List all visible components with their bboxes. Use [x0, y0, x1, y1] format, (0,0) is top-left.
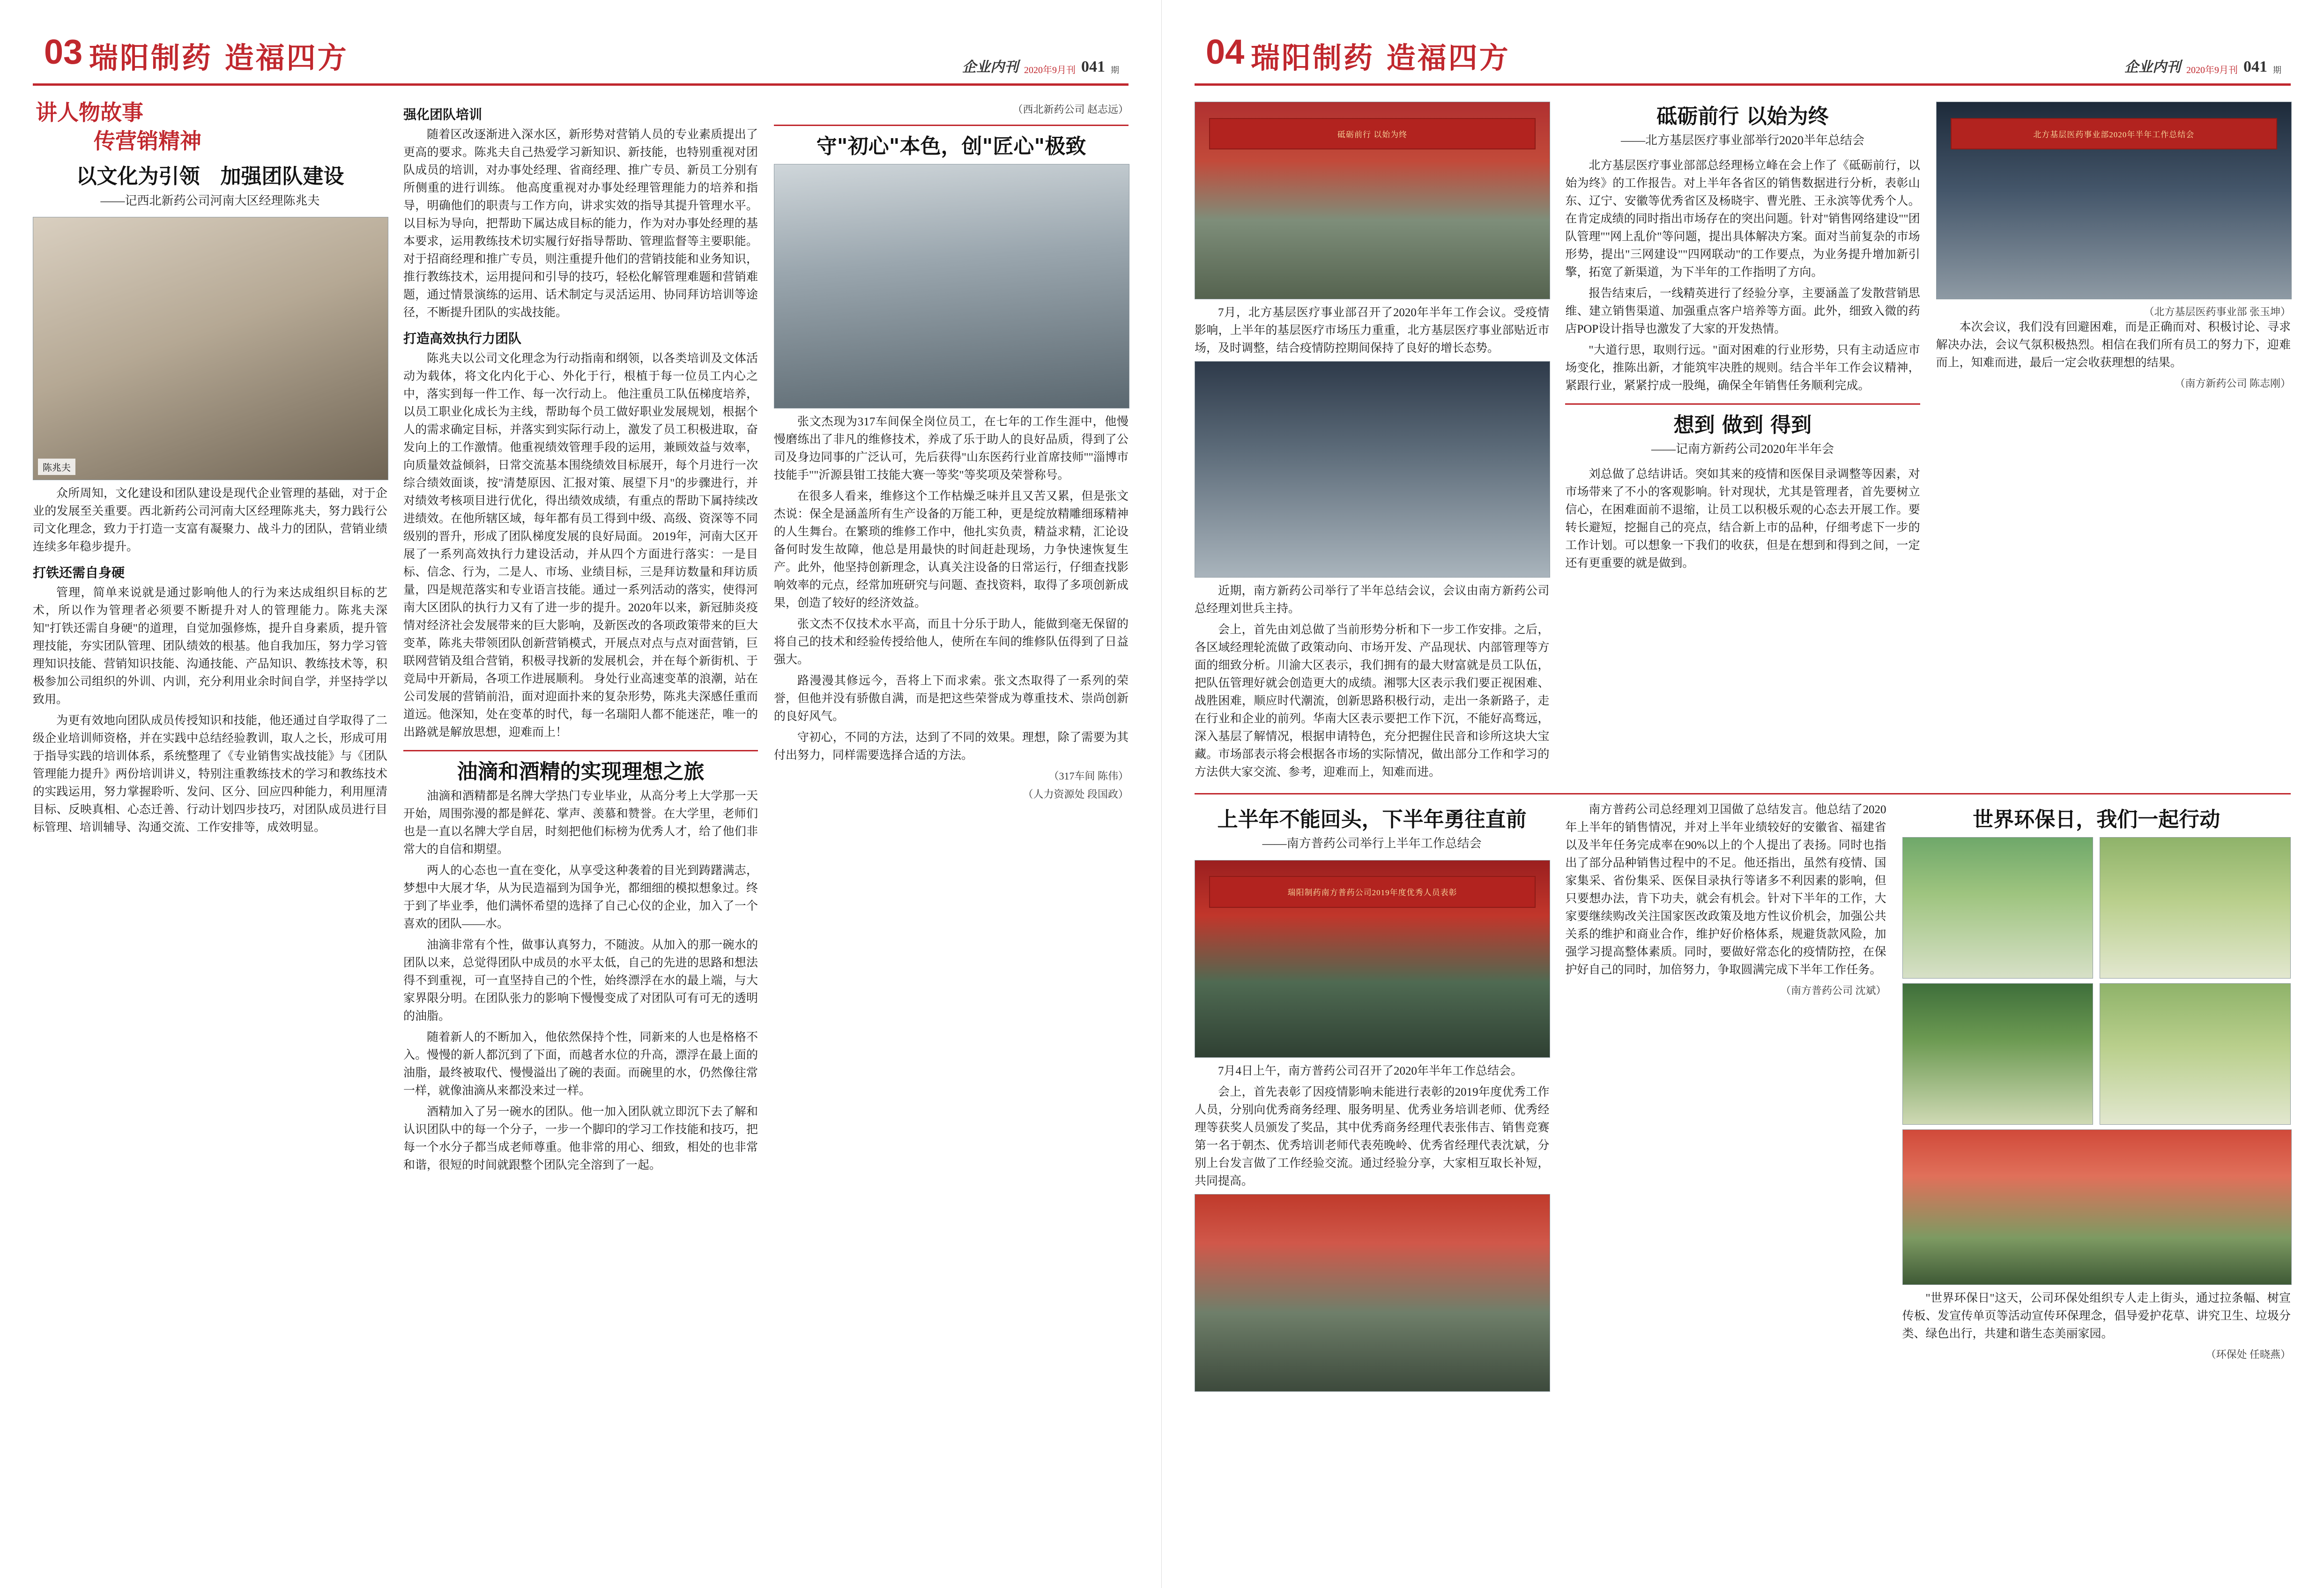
photo-banner-text: 砥砺前行 以始为终: [1209, 118, 1536, 149]
photo-banner-text: 北方基层医药事业部2020年半年工作总结会: [1951, 118, 2277, 149]
issue-suffix: 期: [2273, 66, 2281, 75]
meeting-room-photo: [1195, 361, 1550, 578]
calligraphy-heading: [33, 100, 387, 154]
section-divider: [774, 125, 1129, 126]
article-3-paragraph: 会上，首先表彰了因疫情影响未能进行表彰的2019年度优秀工作人员，分别向优秀商务经理、服务明星、优秀业务培训老师、优秀经理等获奖人员颁发了奖品，其中优秀商务经理代表张伟吉、销售竞赛第一名于朝杰、优秀培训老师代表苑晚岭、优秀省经理代表沈斌，分别上台发言做了工作经验交流。通过经验分享，大家相互取长补短，共同提高。: [1195, 1085, 1550, 1187]
article-4-photo-row-2: [1902, 983, 2291, 1125]
column-3: [774, 98, 1129, 1178]
calligraphy-line-2: 传营销精神: [94, 128, 201, 154]
article-3-paragraph: 守初心，不同的方法，达到了不同的效果。理想，除了需要为其付出努力，同样需要选择合适的方法。: [774, 731, 1129, 762]
article-4-title: 世界环保日，我们一起行动: [1973, 808, 2220, 831]
column-1: [1195, 98, 1549, 785]
environment-photo-3: [1902, 983, 2094, 1125]
article-3-title: 守"初心"本色，创"匠心"极致: [816, 134, 1086, 158]
article-1-section-heading-2: 强化团队培训: [403, 108, 483, 122]
photo-caption: 陈兆夫: [38, 459, 75, 475]
column-2: [403, 98, 758, 1178]
article-2-paragraph: 油滴非常有个性，做事认真努力，不随波。从加入的那一碗水的团队以来，总觉得团队中成员的水平太低，自己的先进的思路和想法得不到重视，可一直坚持自己的个性，始终漂浮在水的最上端，与大家界限分明。在团队张力的影响下慢慢变成了对团队可有可无的透明的油脂。: [403, 939, 758, 1023]
article-1-subtitle: ——记西北新药公司河南大区经理陈兆夫: [100, 193, 320, 208]
article-1-paragraph: "大道行思，取则行远。"面对困难的行业形势，只有主动适应市场变化，推陈出新，才能筑牢决胜的规则。结合半年工作会议精神，紧跟行业，紧紧拧成一股绳，确保全年销售任务顺利完成。: [1565, 343, 1920, 392]
article-2-byline: （南方新药公司 陈志刚）: [2175, 378, 2291, 389]
page-04-top-columns: [1195, 98, 2291, 785]
page-number: 03: [44, 32, 83, 71]
article-2-paragraph: 酒精加入了另一碗水的团队。他一加入团队就立即沉下去了解和认识团队中的每一个分子，一步一个脚印的学习工作技能和技巧，把每一个水分子都当成老师尊重。他非常的用心、细致，相处的也非常和谐，很短的时间就跟整个团队完全溶到了一起。: [403, 1106, 758, 1172]
article-2-title: 油滴和酒精的实现理想之旅: [457, 760, 705, 784]
issue-number: 041: [1081, 58, 1105, 75]
page-03-columns: [33, 98, 1129, 1178]
header-meta: [2124, 55, 2281, 76]
section-divider: [1565, 403, 1920, 405]
article-3-paragraph: 路漫漫其修远今，吾将上下而求索。张文杰取得了一系列的荣誉，但他并没有骄傲自满，而是把这些荣誉成为尊重技术、崇尚创新的良好风气。: [774, 675, 1129, 723]
article-3-photo-wrap: [1195, 860, 1549, 1058]
article-1-paragraph: 报告结束后，一线精英进行了经验分享，主要涵盖了发散营销思维、建立销售渠道、加强重点客户培养等方面。此外，细致入微的药店POP设计指导也激发了大家的开发热情。: [1565, 287, 1920, 335]
article-2-byline: （人力资源处 段国政）: [1023, 788, 1129, 801]
masthead-title: 瑞阳制药 造福四方: [89, 41, 349, 75]
article-1-photo-2-wrap: [1936, 102, 2291, 299]
article-1-title: 以文化为引领 加强团队建设: [76, 164, 344, 189]
article-1-paragraph: 北方基层医疗事业部部总经理杨立峰在会上作了《砥砺前行，以始为终》的工作报告。对上半年各省区的销售数据进行分析，表彰山东、辽宁、安徽等优秀省区及杨晓宇、曹光胜、王永滨等优秀个人。在肯定成绩的同时指出市场存在的突出问题。针对"销售网络建设""团队管理""网上乱价"等问题，提出具体解决方案。面对当前复杂的市场形势，提出"三网建设""四网联动"的工作要点，为业务提升增加新引擎，拓宽了新渠道，为下半年的工作指明了方向。: [1565, 159, 1920, 279]
factory-machine-photo: [774, 164, 1129, 408]
page-04-header: [1195, 28, 2291, 86]
article-3-paragraph: 南方普药公司总经理刘卫国做了总结发言。他总结了2020年上半年的销售情况，并对上半年业绩较好的安徽省、福建省以及半年任务完成率在90%以上的个人提出了表扬。同时也指出了部分品种销售过程中的不足。他还指出，虽然有疫情、国家集采、省份集采、医保目录执行等诸多不利因素的影响，但只要想办法，肯下功夫，就会有机会。针对下半年的工作，大家要继续购改关注国家医改政策及地方性议价机会，加强公共关系的维护和商业合作，维护好价格体系，规避货款风险，加强学习提高整体素质。同时，要做好常态化的疫情防控，在保护好自己的同时，加倍努力，争取圆满完成下半年工作任务。: [1565, 803, 1886, 976]
article-3-byline: （317车间 陈伟）: [1048, 770, 1129, 782]
article-1-section-text: 陈兆夫以公司文化理念为行动指南和纲领，以各类培训及文体活动为载体，将文化内化于心、外化于行，根植于每一位员工内心之中，落实到每一件工作、每一次行动上。 他注重员工队伍梯度培养，以员工职业化成长为主线，帮助每个员工做好职业发展规划，根据个人的需求确定目标，并落实到实际行动上，激发了员工积极进取，奋发向上的工作激情。他重视绩效管理手段的运用，兼顾效益与效率，向质量效益倾斜，日常交流基本围绕绩效目标展开，每个月进行一次综合绩效面谈，按"清楚原因、汇报对策、展望下月"的步骤进行，并对绩效考核项目进行优化，得出绩效成绩，有重点的帮助下属持续改进绩效。在他所辖区域，每年都有员工得到中级、高级、资深等不同级别的晋升，形成了团队梯度发展的良好局面。 2019年，河南大区开展了一系列高效执行力建设活动，并从四个方面进行落实：一是目标、信念、行为，二是人、市场、业绩目标，三是拜访数量和拜访质量，四是规范落实和专业语言技能。通过一系列活动的落实，使得河南大区团队的执行力又有了进一步的提升。2020年以来，新冠肺炎疫情对经济社会发展带来的巨大影响，及新医改的各项政策带来的巨大变革，陈兆夫带领团队创新营销模式，开展点对点与点对面营销，巨联网营销及组合营销，积极寻找新的发展机会，并在每个新街机、于竞局中开新局，各项工作进展顺利。 身处行业高速变革的浪潮，站在公司发展的营销前沿，面对迎面扑来的复杂形势，陈兆夫深感任重而道远。他深知，处在变革的时代，每一名瑞阳人都不能迷茫，唯一的出路就是解放思想，迎难而上！: [403, 352, 758, 739]
article-2-paragraph: 会上，首先由刘总做了当前形势分析和下一步工作安排。之后，各区域经理轮流做了政策动向、市场开发、产品现状、内部管理等方面的细致分析。川渝大区表示，我们拥有的最大财富就是员工队伍，把队伍管理好就会创造更大的成绩。湘鄂大区表示我们要正视困难、战胜困难，顺应时代潮流，创新思路积极行动，走出一条新路子，走在行业和企业的前列。华南大区表示要把工作下沉，不能好高骛远，深入基层了解情况，根据申请特色，充分把握住民音和诊所这块大宝藏。市场部表示将会根据各市场的实际情况，做出部分工作和学习的方法供大家交流、参考，迎难而上，知难而进。: [1195, 623, 1550, 779]
article-2-paragraph: 随着新人的不断加入，他依然保持个性，同新来的人也是格格不入。慢慢的新人都沉到了下面，而越者水位的升高，漂浮在最上面的油脂，最终被取代、慢慢溢出了碗的表面。而碗里的水，仍然像往常一样，就像油滴从来都没来过一样。: [403, 1031, 758, 1098]
article-3-title: 上半年不能回头，下半年勇往直前: [1217, 808, 1527, 831]
environment-banner-photo: [1902, 1129, 2292, 1285]
environment-photo-4: [2100, 983, 2291, 1125]
article-1-title: 砥砺前行 以始为终: [1656, 104, 1829, 128]
column-1: [33, 98, 387, 1178]
article-3-paragraph: 7月4日上午，南方普药公司召开了2020年半年工作总结会。: [1218, 1064, 1523, 1077]
issue-number: 041: [2243, 58, 2267, 75]
article-1-section-heading-3: 打造高效执行力团队: [403, 332, 522, 346]
article-2-subtitle: ——记南方新药公司2020年半年会: [1651, 442, 1834, 456]
article-4-photo-row-3: [1902, 1129, 2291, 1285]
column-b1: [1195, 801, 1549, 1396]
article-2-paragraph: 油滴和酒精都是名牌大学热门专业毕业，从高分考上大学那一天开始，周围弥漫的都是鲜花、掌声、羡慕和赞誉。在大学里，老师们也是一直以名牌大学自居，时刻把他们标榜为优秀人才，给了他们非常大的自信和期望。: [403, 790, 758, 856]
calligraphy-line-1: 讲人物故事: [36, 100, 143, 125]
article-4-byline: （环保处 任晓燕）: [2205, 1349, 2291, 1361]
article-1-byline: （北方基层医药事业部 张玉坤）: [2144, 306, 2291, 318]
masthead-title: 瑞阳制药 造福四方: [1251, 41, 1510, 75]
article-3-paragraph: 张文杰不仅技术水平高，而且十分乐于助人，能做到毫无保留的将自己的技术和经验传授给他人，使所在车间的维修队伍得到了日益强大。: [774, 618, 1129, 667]
article-1-photo-wrap: [1195, 102, 1549, 299]
article-4-paragraph: "世界环保日"这天，公司环保处组织专人走上街头，通过拉条幅、树宣传板、发宣传单页等活动宣传环保理念，倡导爱护花草、讲究卫生、垃圾分类、绿色出行，共建和谐生态美丽家园。: [1902, 1292, 2291, 1341]
article-1-paragraph: 7月，北方基层医疗事业部召开了2020年半年工作会议。受疫情影响，上半年的基层医疗市场压力重重，北方基层医疗事业部贴近市场，及时调整，结合疫情防控期间保持了良好的增长态势。: [1195, 306, 1550, 355]
article-2-paragraph: 本次会议，我们没有回避困难，而是正确而对、积极讨论、寻求解决办法，会议气氛积极热烈。相信在我们所有员工的努力下，迎难而上，知难而进，最后一定会收获理想的结果。: [1936, 321, 2291, 369]
article-1-section-heading-1: 打铁还需自身硬: [33, 566, 125, 581]
article-2-paragraph: 近期，南方新药公司举行了半年总结会议，会议由南方新药公司总经理刘世兵主持。: [1195, 585, 1550, 615]
podium-speech-photo: [1195, 860, 1550, 1058]
environment-photo-2: [2100, 837, 2291, 979]
article-3-subtitle: ——南方普药公司举行上半年工作总结会: [1262, 837, 1482, 851]
article-2-paragraph: 刘总做了总结讲话。突如其来的疫情和医保目录调整等因素，对市场带来了不小的客观影响。针对现状，尤其是管理者，首先要树立信心，在困难面前不退缩，让员工以积极乐观的心态去开展工作。要转长避短，挖掘自己的亮点，结合新上市的品种，仔细考虑下一步的工作计划。可以想象一下我们的收获，但是在想到和得到之间，一定还有更重要的就是做到。: [1565, 467, 1920, 570]
article-2-paragraph: 两人的心态也一直在变化，从享受这种袭着的目光到踌躇满志，梦想中大展才华，从为民造福到为国争光，都细细的模拟想象过。终于到了毕业季，他们满怀希望的选择了自己心仪的企业，加入了一个喜欢的团队——水。: [403, 864, 758, 931]
article-1-section-text: 随着区改逐渐进入深水区，新形势对营销人员的专业素质提出了更高的要求。陈兆夫自己热爱学习新知识、新技能，也特别重视对团队成员的培训，对办事处经理、省商经理、推广专员、新员工分别有所侧重的进行训练。 他高度重视对办事处经理管理能力的培养和指导，明确他们的职责与工作方向，讲求实效的指导其提升管理水平。以目标为导向，把帮助下属达成目标的能力，作为对办事处经理的基本要求，运用教练技术切实履行好指导帮助、管理监督等主要职能。对于招商经理和推广专员，则注重提升他们的营销技能和业务知识，推行教练技术，运用提问和引导的技巧，轻松化解管理难题和营销难题，通过情景演练的运用、话术制定与灵活运用、协同拜访培训等途径，不断提升团队的实战技能。: [403, 128, 758, 319]
article-3-paragraph: 在很多人看来，维修这个工作枯燥乏味并且又苦又累，但是张文杰说：保全是涵盖所有生产设备的万能工种，更是绽放精雕细琢精神的人生舞台。在繁琐的维修工作中，他扎实负责，精益求精，汇论设备何时发生故障，他总是用最快的时间赶赴现场，力争快速恢复生产。此外，他坚持创新理念，认真关注设备的日常运行，仔细查找影响效率的元点，经常加班研究与问题、查找资料，取得了多项创新成果，创造了较好的经济效益。: [774, 490, 1129, 610]
article-1-paragraph: 管理，简单来说就是通过影响他人的行为来达成组织目标的艺术，所以作为管理者必须要不断提升对人的管理能力。陈兆夫深知"打铁还需自身硬"的道理，自觉加强修炼，提升自身素质，提升管理技能，夯实团队管理、团队绩效的根基。他自我加压，努力学习管理知识技能、营销知识技能、沟通技能、产品知识、教练技术等，积极参加公司组织的外训、内训，充分利用业余时间自学，并坚持学以致用。: [33, 586, 387, 706]
speaker-photo: [1195, 102, 1550, 299]
environment-photo-1: [1902, 837, 2094, 979]
article-1-paragraph: 众所周知，文化建设和团队建设是现代企业管理的基础，对于企业的发展至关重要。西北新药公司河南大区经理陈兆夫，努力践行公司文化理念，致力于打造一支富有凝聚力、战斗力的团队，营销业绩连续多年稳步提升。: [33, 487, 387, 554]
award-group-photo: [1195, 1194, 1550, 1392]
article-3-byline: （南方普药公司 沈斌）: [1781, 985, 1886, 996]
column-3: [1936, 98, 2291, 785]
conference-hall-photo: [1936, 102, 2292, 299]
publication-name: 企业内刊: [2124, 59, 2181, 75]
article-4-photo-row-1: [1902, 837, 2291, 979]
portrait-photo: [33, 217, 388, 480]
page-03-header: [33, 28, 1129, 86]
article-1-photo-wrap: [33, 217, 387, 480]
article-1-paragraph: 为更有效地向团队成员传授知识和技能，他还通过自学取得了二级企业培训师资格，并在实践中总结经验教训，取人之长，形成可用于指导实践的培训体系，系统整理了《专业销售实战技能》与《团队管理能力提升》两份培训讲义，特别注重教练技术的学习和教练技术的实践运用，努力掌握聆听、发问、区分、回应四种能力，利用厘清目标、反映真相、心态迁善、行动计划四步技巧，对团队成员进行目标管理、培训辅导、沟通交流、工作安排等，成效明显。: [33, 714, 387, 834]
publication-date: 2020年9月刊: [1024, 65, 1076, 75]
page-04-bottom-columns: [1195, 801, 2291, 1396]
article-3-photo-wrap: [774, 164, 1129, 408]
publication-date: 2020年9月刊: [2186, 65, 2238, 75]
page-04: [1162, 0, 2324, 1588]
publication-name: 企业内刊: [962, 59, 1018, 75]
column-b3: [1902, 801, 2291, 1396]
header-meta: [962, 55, 1119, 76]
section-divider: [403, 750, 758, 751]
article-3-paragraph: 张文杰现为317车间保全岗位员工，在七年的工作生涯中，他慢慢磨练出了非凡的维修技术，养成了乐于助人的良好品质，得到了公司及身边同事的广泛认可，先后获得"山东医药行业首席技师""淄博市技能手""沂源县钳工技能大赛一等奖"等奖项及荣誉称号。: [774, 416, 1129, 482]
article-1-byline: （西北新药公司 赵志远）: [1012, 104, 1129, 115]
page-divider: [1195, 793, 2291, 794]
article-3-photo-2-wrap: [1195, 1194, 1549, 1392]
column-b2: [1565, 801, 1886, 1396]
photo-banner-text: 瑞阳制药南方普药公司2019年度优秀人员表彰: [1209, 876, 1536, 907]
column-2: [1565, 98, 1920, 785]
article-2-photo-wrap: [1195, 361, 1549, 578]
article-2-title: 想到 做到 得到: [1673, 413, 1812, 437]
page-number: 04: [1206, 32, 1245, 71]
article-1-subtitle: ——北方基层医疗事业部举行2020半年总结会: [1620, 134, 1864, 148]
issue-suffix: 期: [1111, 66, 1119, 75]
